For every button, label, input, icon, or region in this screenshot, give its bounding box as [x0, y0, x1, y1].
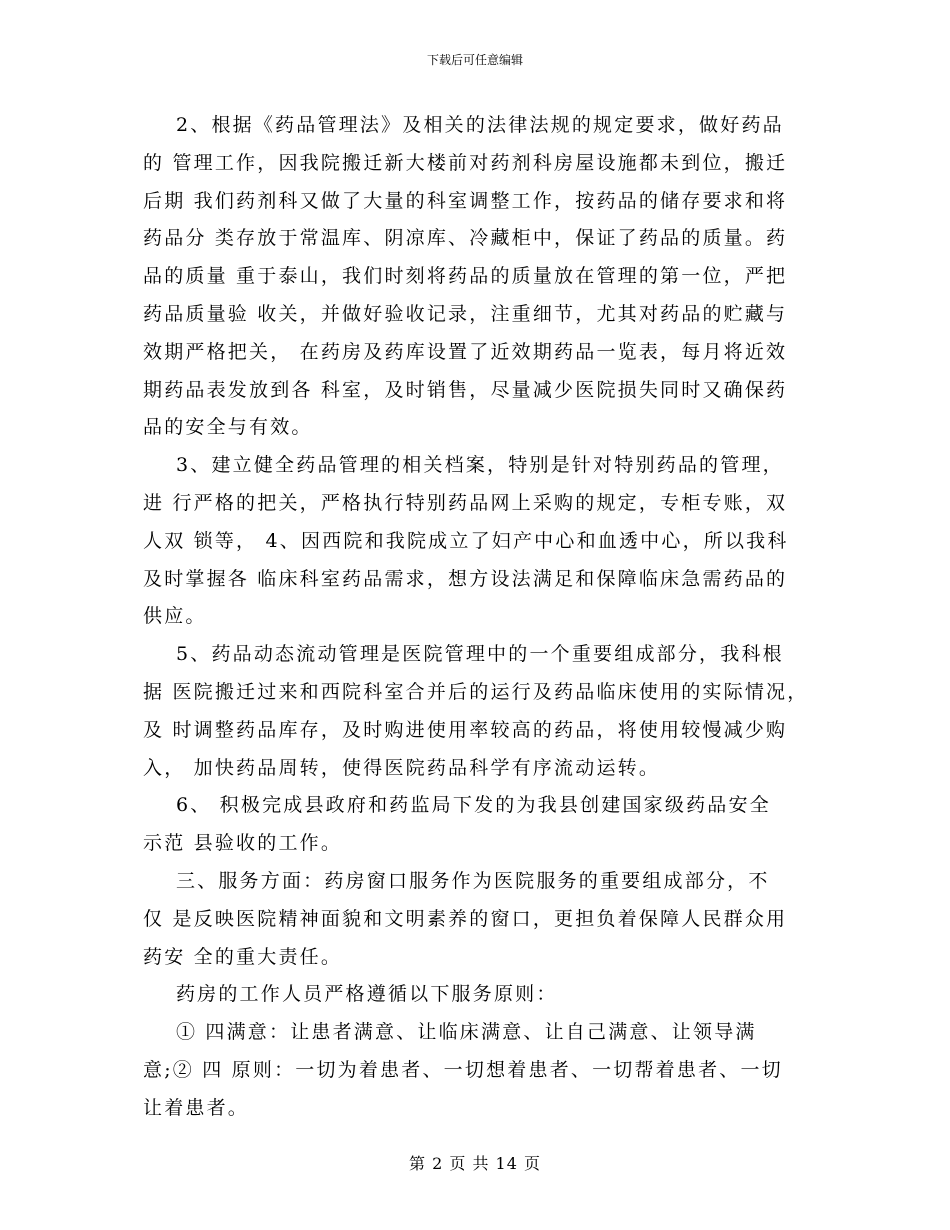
text-line: 三、服务方面：药房窗口服务作为医院服务的重要组成部分，不: [143, 869, 770, 892]
text-line: 意;② 四 原则：一切为着患者、一切想着患者、一切帮着患者、一切: [143, 1058, 783, 1081]
text-line: ① 四满意：让患者满意、让临床满意、让自己满意、让领导满: [143, 1021, 757, 1044]
text-line: 药安 全的重大责任。: [143, 945, 343, 968]
text-line: 后期 我们药剂科又做了大量的科室调整工作，按药品的储存要求和将: [143, 189, 788, 212]
text-line: 进 行严格的把关，严格执行特别药品网上采购的规定，专柜专账，双: [143, 491, 788, 514]
text-line: 让着患者。: [143, 1096, 250, 1119]
text-line: 品的质量 重于泰山，我们时刻将药品的质量放在管理的第一位，严把: [143, 265, 788, 288]
text-line: 据 医院搬迁过来和西院科室合并后的运行及药品临床使用的实际情况，: [143, 680, 809, 703]
text-line: 效期严格把关， 在药房及药库设置了近效期药品一览表，每月将近效: [143, 340, 788, 363]
text-line: 5、药品动态流动管理是医院管理中的一个重要组成部分，我科根: [143, 643, 784, 666]
text-line: 及 时调整药品库存，及时购进使用率较高的药品，将使用较慢减少购: [143, 718, 788, 741]
text-line: 示范 县验收的工作。: [143, 832, 343, 855]
text-line: 3、建立健全药品管理的相关档案，特别是针对特别药品的管理，: [143, 454, 784, 477]
text-line: 药品质量验 收关，并做好验收记录，注重细节，尤其对药品的贮藏与: [143, 302, 788, 325]
page-footer: 第 2 页 共 14 页: [409, 1154, 541, 1173]
text-line: 2、根据《药品管理法》及相关的法律法规的规定要求，做好药品: [143, 114, 784, 136]
page-header: 下载后可任意编辑: [426, 53, 523, 67]
text-line: 品的安全与有效。: [143, 416, 313, 439]
text-line: 6、 积极完成县政府和药监局下发的为我县创建国家级药品安全: [143, 794, 771, 817]
text-line: 及时掌握各 临床科室药品需求，想方设法满足和保障临床急需药品的: [143, 567, 788, 590]
text-line: 药房的工作人员严格遵循以下服务原则：: [143, 983, 558, 1006]
text-line: 期药品表发放到各 科室，及时销售，尽量减少医院损失同时又确保药: [143, 378, 788, 401]
text-line: 仅 是反映医院精神面貌和文明素养的窗口，更担负着保障人民群众用: [143, 907, 788, 930]
text-line: 的 管理工作，因我院搬迁新大楼前对药剂科房屋设施都未到位，搬迁: [143, 151, 788, 174]
text-line: 人双 锁等， 4、因西院和我院成立了妇产中心和血透中心，所以我科: [143, 529, 789, 552]
document-body: [143, 107, 813, 1128]
text-line: 供应。: [143, 605, 207, 628]
text-line: 入， 加快药品周转，使得医院药品科学有序流动运转。: [143, 756, 661, 779]
text-line: 药品分 类存放于常温库、阴凉库、冷藏柜中，保证了药品的质量。药: [143, 227, 788, 250]
